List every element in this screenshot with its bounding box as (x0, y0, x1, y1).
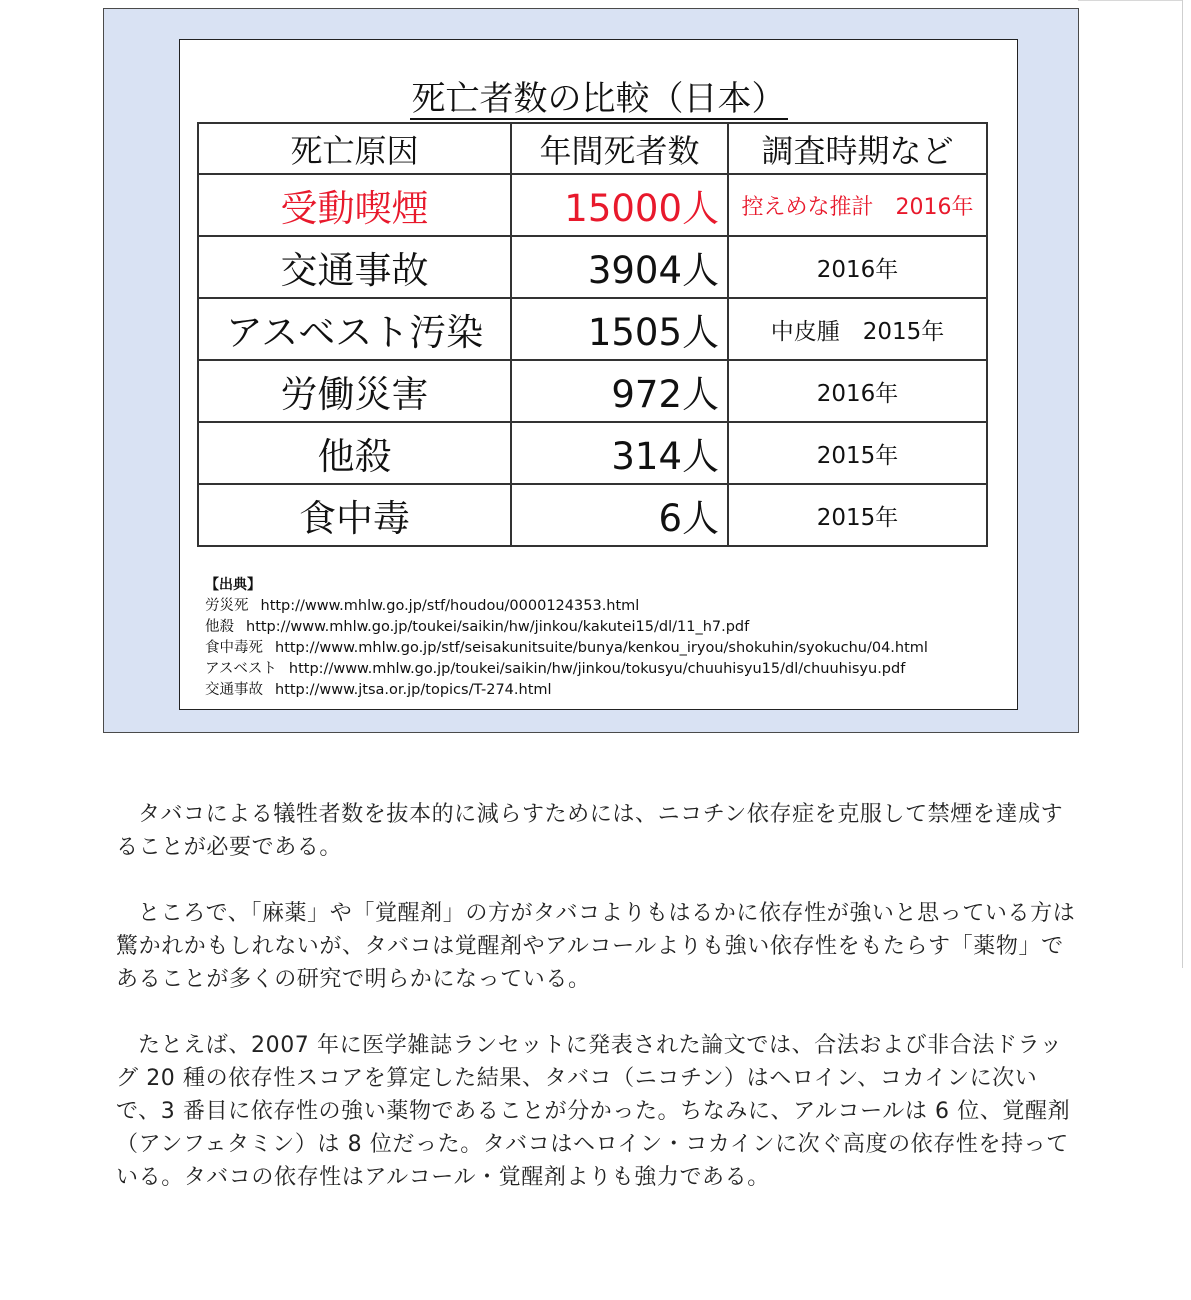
cause-cell: 他殺 (198, 422, 511, 484)
cause-cell: 受動喫煙 (198, 174, 511, 236)
note-cell: 2015年 (728, 422, 987, 484)
column-header-cause: 死亡原因 (198, 123, 511, 174)
slide-title (180, 77, 1017, 121)
article-body (116, 798, 1082, 1227)
source-line (205, 680, 1005, 701)
column-header-count: 年間死者数 (511, 123, 728, 174)
table-row (198, 422, 987, 484)
column-header-note: 調査時期など (728, 123, 987, 174)
sources-heading: 【出典】 (205, 577, 261, 593)
note-cell: 控えめな推計 2016年 (728, 174, 987, 236)
page-edge-top (1078, 0, 1182, 1)
article-paragraph: タバコによる犠牲者数を抜本的に減らすためには、ニコチン依存症を克服して禁煙を達成することが必要である。 (116, 802, 1064, 860)
deaths-comparison-table (197, 122, 988, 547)
source-label: アスベスト (205, 661, 277, 677)
article-paragraph: たとえば、2007 年に医学雑誌ランセットに発表された論文では、合法および非合法ドラッグ 20 種の依存性スコアを算定した結果、タバコ（ニコチン）はヘロイン、コカインに次いで、3 番目に依存性の強い薬物であることが分かった。ちなみに、アルコールは 6 位、覚醒剤（アンフェタミン）は 8 位だった。タバコはヘロイン・コカインに次ぐ高度の依存性を持っている。タバコの依存性はアルコール・覚醒剤よりも強力である。 (116, 1033, 1071, 1190)
source-label: 労災死 (205, 598, 249, 614)
source-url: http://www.mhlw.go.jp/stf/houdou/0000124353.html (260, 598, 640, 614)
cause-cell: 労働災害 (198, 360, 511, 422)
source-label: 食中毒死 (205, 640, 263, 656)
page-edge-right (1182, 0, 1183, 968)
source-line (205, 638, 1005, 659)
source-label: 交通事故 (205, 682, 263, 698)
source-line (205, 659, 1005, 680)
count-cell: 1505人 (511, 298, 728, 360)
source-line (205, 596, 1005, 617)
table-row (198, 174, 987, 236)
note-cell: 中皮腫 2015年 (728, 298, 987, 360)
article-paragraph: ところで、「麻薬」や「覚醒剤」の方がタバコよりもはるかに依存性が強いと思っている方は驚かれかもしれないが、タバコは覚醒剤やアルコールよりも強い依存性をもたらす「薬物」であることが多くの研究で明らかになっている。 (116, 901, 1076, 992)
sources-block (205, 575, 1005, 701)
table-row (198, 484, 987, 546)
note-cell: 2016年 (728, 360, 987, 422)
source-url: http://www.mhlw.go.jp/toukei/saikin/hw/jinkou/kakutei15/dl/11_h7.pdf (246, 619, 750, 635)
table-row (198, 298, 987, 360)
figure-frame (103, 8, 1079, 733)
table-row (198, 360, 987, 422)
count-cell: 15000人 (511, 174, 728, 236)
slide-title-text: 死亡者数の比較（日本） (411, 79, 786, 119)
source-label: 他殺 (205, 619, 234, 635)
count-cell: 3904人 (511, 236, 728, 298)
note-cell: 2016年 (728, 236, 987, 298)
table-row (198, 236, 987, 298)
source-url: http://www.mhlw.go.jp/stf/seisakunitsuite/bunya/kenkou_iryou/shokuhin/syokuchu/04.html (275, 640, 928, 656)
cause-cell: 交通事故 (198, 236, 511, 298)
cause-cell: 食中毒 (198, 484, 511, 546)
count-cell: 314人 (511, 422, 728, 484)
count-cell: 6人 (511, 484, 728, 546)
table-header-row (198, 123, 987, 174)
slide-image (179, 39, 1018, 710)
cause-cell: アスベスト汚染 (198, 298, 511, 360)
source-url: http://www.jtsa.or.jp/topics/T-274.html (275, 682, 552, 698)
note-cell: 2015年 (728, 484, 987, 546)
source-line (205, 617, 1005, 638)
source-url: http://www.mhlw.go.jp/toukei/saikin/hw/jinkou/tokusyu/chuuhisyu15/dl/chuuhisyu.pdf (288, 661, 906, 677)
count-cell: 972人 (511, 360, 728, 422)
